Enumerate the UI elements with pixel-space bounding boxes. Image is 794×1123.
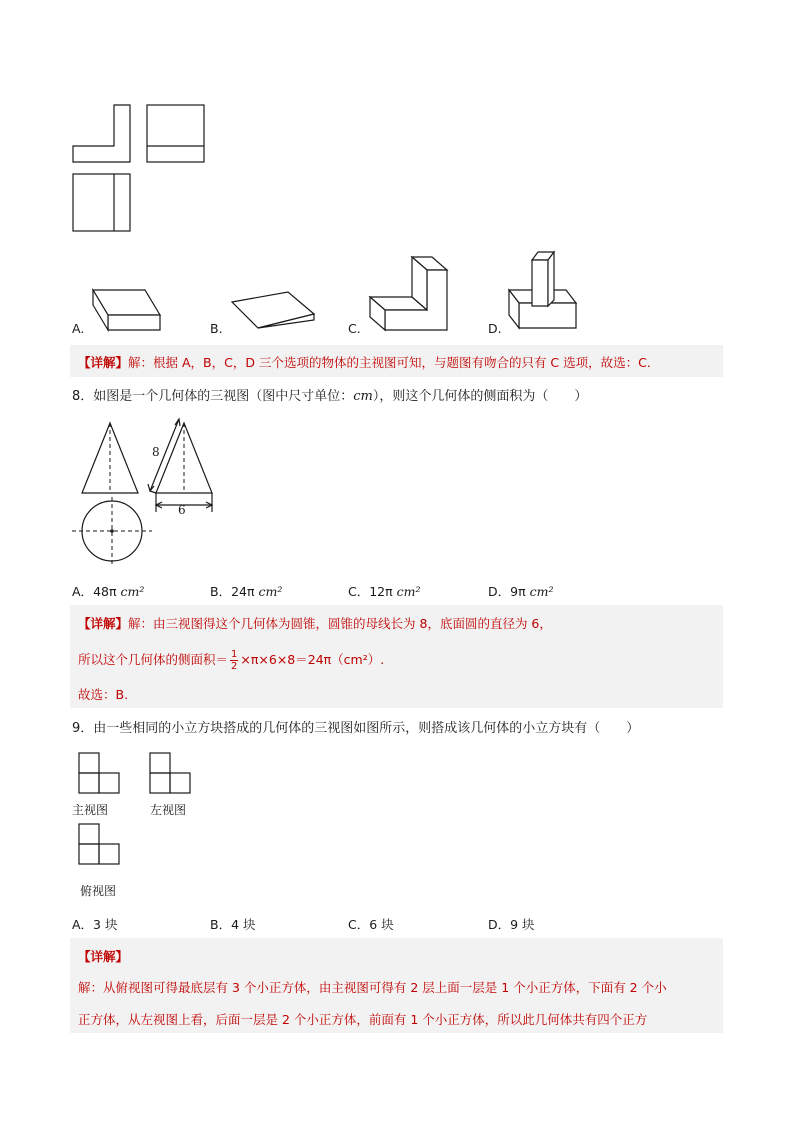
q7-three-view-figure: [70, 102, 210, 232]
q7-option-d-shape: [506, 248, 581, 338]
q8-option-c[interactable]: C．12π cm²: [348, 584, 421, 599]
q8-option-a[interactable]: A．48π cm²: [72, 584, 145, 599]
q8-explanation-line1: 解：由三视图得这个几何体为圆锥，圆锥的母线长为 8，底面圆的直径为 6，: [128, 616, 552, 631]
q9-top-view-label: 俯视图: [80, 884, 117, 898]
q7-option-c-shape: [367, 252, 452, 337]
q9-top-view: [78, 823, 123, 868]
q7-explanation-tag: 【详解】: [78, 355, 129, 370]
q7-option-c[interactable]: C.: [348, 321, 361, 336]
q8-base-diameter-label: 6: [178, 503, 186, 517]
q8-explanation: [70, 605, 723, 708]
q9-explanation: [70, 938, 723, 1033]
q8-option-d[interactable]: D．9π cm²: [488, 584, 554, 599]
q7-option-a-shape: [90, 285, 165, 335]
q8-option-b[interactable]: B．24π cm²: [210, 584, 283, 599]
q9-explanation-line2: 正方体，从左视图上看，后面一层是 2 个小正方体，前面有 1 个小正方体，所以此几何体共有四个正方: [78, 1012, 648, 1027]
q9-stem: 9．由一些相同的小立方块搭成的几何体的三视图如图所示，则搭成该几何体的小立方块有（ ）: [72, 721, 640, 736]
q9-front-view-label: 主视图: [72, 803, 109, 817]
q7-explanation: [70, 345, 723, 377]
q9-option-a[interactable]: A．3 块: [72, 917, 118, 932]
q8-fraction: $\frac{1}{2}$: [231, 649, 238, 672]
q9-option-d[interactable]: D．9 块: [488, 917, 535, 932]
q8-three-view-figure: [70, 415, 220, 575]
q8-explanation-tag: 【详解】: [78, 616, 129, 631]
q7-option-a[interactable]: A.: [72, 321, 85, 336]
q8-slant-height-label: 8: [152, 445, 160, 459]
q9-left-view-label: 左视图: [150, 803, 187, 817]
q7-side-view: [147, 105, 204, 162]
q9-explanation-line1: 解：从俯视图可得最底层有 3 个小正方体，由主视图可得有 2 层上面一层是 1 个小正方体，下面有 2 个小: [78, 980, 667, 995]
q8-explanation-line3: 故选：B.: [78, 687, 129, 702]
q7-explanation-text: 解：根据 A，B，C，D 三个选项的物体的主视图可知，与题图有吻合的只有 C 选项，故选：C.: [128, 355, 651, 370]
q7-option-d[interactable]: D.: [488, 321, 502, 336]
q9-explanation-tag: 【详解】: [78, 949, 129, 964]
q7-option-b[interactable]: B.: [210, 321, 223, 336]
q8-stem: 8．如图是一个几何体的三视图（图中尺寸单位：cm），则这个几何体的侧面积为（ ）: [72, 389, 588, 404]
q9-front-view: [78, 752, 123, 797]
q7-top-view: [73, 174, 130, 231]
q9-option-b[interactable]: B．4 块: [210, 917, 256, 932]
q7-option-b-shape: [228, 290, 318, 335]
q8-explanation-line2: 所以这个几何体的侧面积＝ $\frac{1}{2}$ ×π×6×8＝24π（cm²）.: [78, 649, 385, 672]
q9-left-view: [149, 752, 194, 797]
q7-front-view: [73, 105, 130, 162]
q9-option-c[interactable]: C．6 块: [348, 917, 394, 932]
